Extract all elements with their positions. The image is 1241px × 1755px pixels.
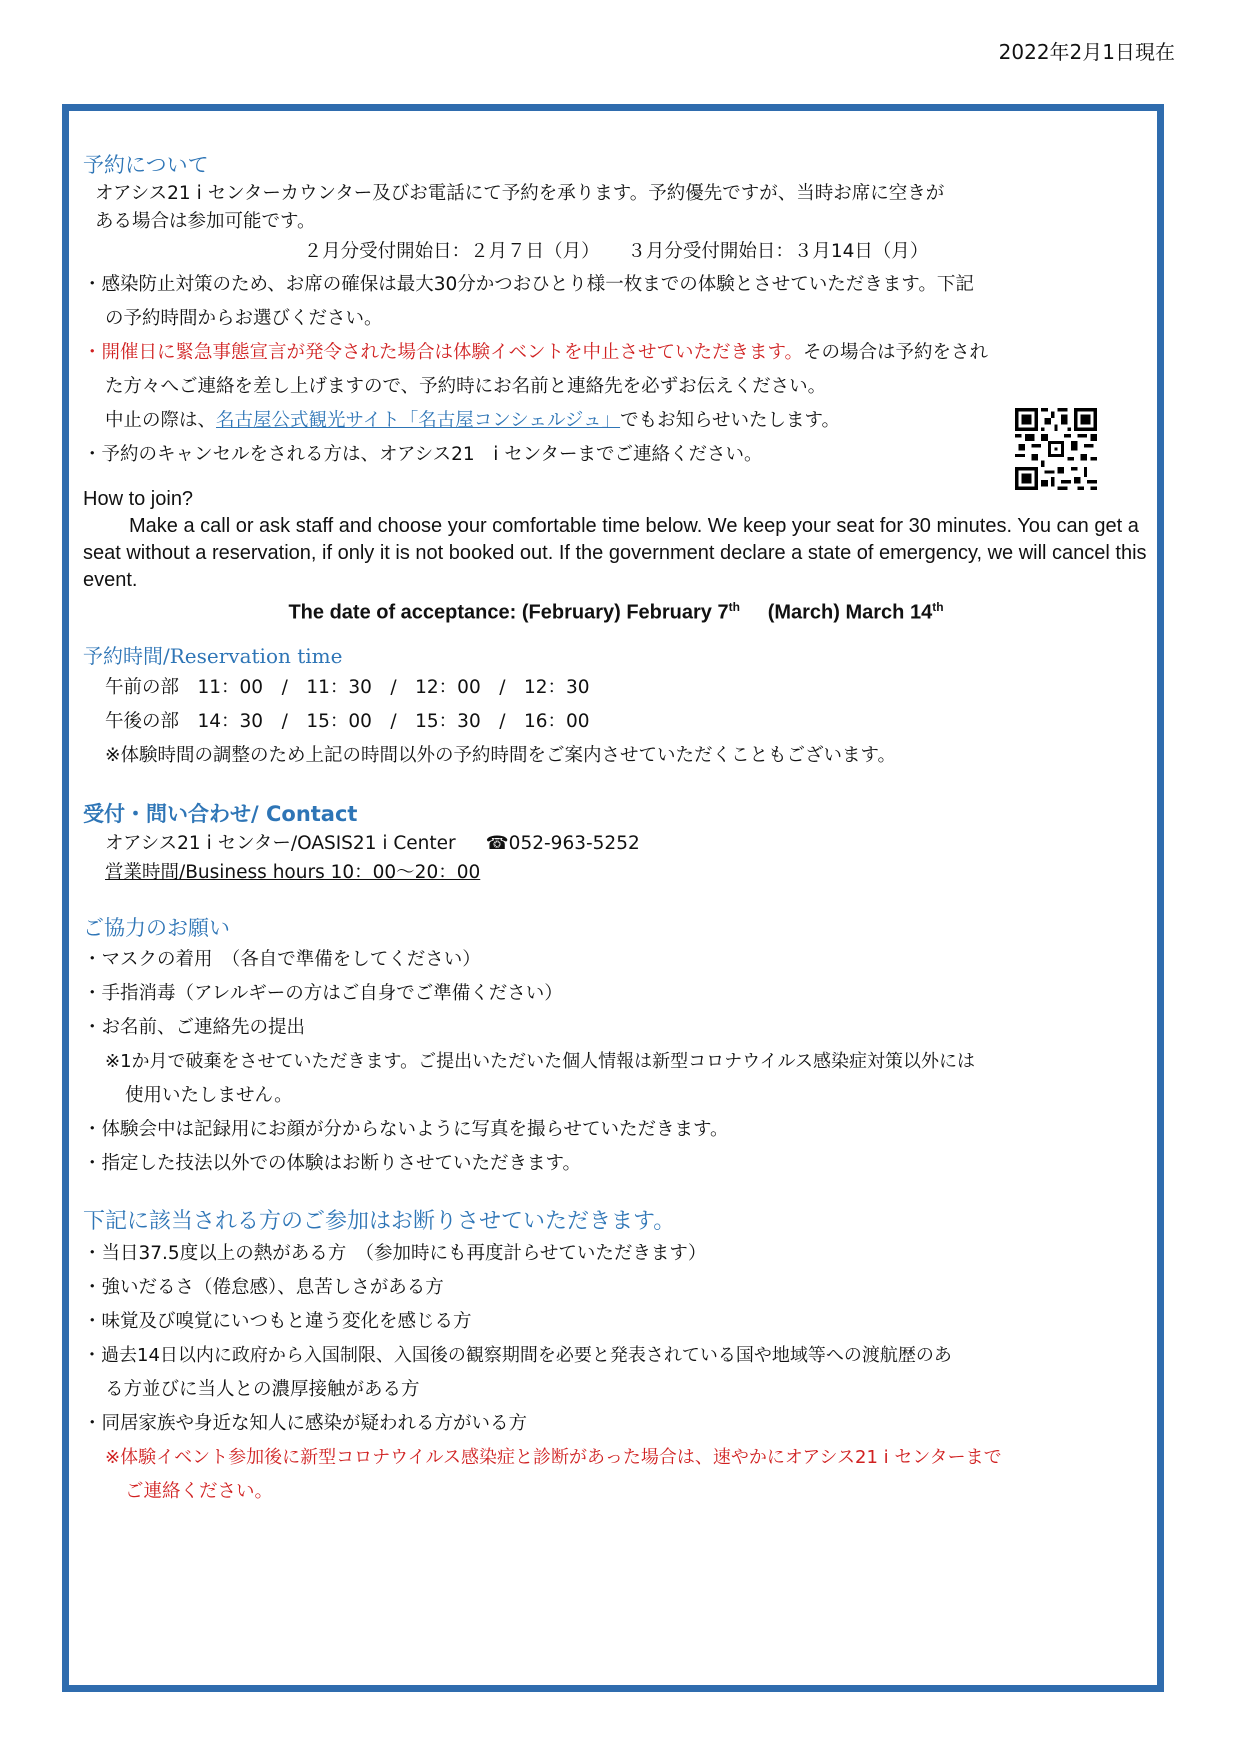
- business-hours: 営業時間/Business hours 10：00～20：00: [105, 861, 481, 883]
- cooperation-heading: ご協力のお願い: [83, 915, 230, 940]
- reservation-heading: 予約について: [83, 153, 209, 177]
- travel-history-1: ・過去14日以内に政府から入国制限、入国後の観察期間を必要と発表されている国や地域等への渡航歴のあ: [83, 1344, 952, 1366]
- emergency-alert: ・開催日に緊急事態宣言が発令された場合は体験イベントを中止させていただきます。: [83, 342, 804, 363]
- acceptance-dates-jp: ２月分受付開始日：２月７日（月） ３月分受付開始日：３月14日（月）: [303, 241, 929, 262]
- times-note: ※体験時間の調整のため上記の時間以外の予約時間をご案内させていただくこともございます。: [105, 744, 897, 766]
- times-heading: 予約時間/Reservation time: [83, 643, 343, 668]
- emergency-rule-2: た方々へご連絡を差し上げますので、予約時にお名前と連絡先を必ずお伝えください。: [105, 376, 827, 397]
- decline-item: ・強いだるさ（倦怠感）、息苦しさがある方: [83, 1276, 444, 1298]
- technique-notice: ・指定した技法以外での体験はお断りさせていただきます。: [83, 1152, 582, 1174]
- notice-content: [83, 150, 1149, 1509]
- decline-heading: 下記に該当される方のご参加はお断りさせていただきます。: [83, 1208, 676, 1234]
- reservation-intro-2: ある場合は参加可能です。: [95, 211, 316, 232]
- english-heading: How to join?: [83, 488, 194, 510]
- contact-center: オアシス21 i センター/OASIS21 i Center ☎052-963-5252: [105, 832, 640, 854]
- family-infection: ・同居家族や身近な知人に感染が疑われる方がいる方: [83, 1412, 528, 1434]
- decline-item: ・当日37.5度以上の熱がある方 （参加時にも再度計らせていただきます）: [83, 1242, 707, 1264]
- cooperation-item: ・マスクの着用 （各自で準備をしてください）: [83, 948, 481, 970]
- english-body: Make a call or ask staff and choose your comfortable time below. We keep your seat for 30 minutes. You can get a seat without a reservation, if only it is not booked out. If the government declare a state of emergency, we will cancel this event.: [83, 515, 1147, 591]
- contact-heading: 受付・問い合わせ/ Contact: [83, 801, 358, 826]
- diagnosis-notice-1: ※体験イベント参加後に新型コロナウイルス感染症と診断があった場合は、速やかにオアシス21 i センターまで: [105, 1446, 1002, 1468]
- english-acceptance: The date of acceptance: (February) February 7th (March) March 14th: [288, 600, 944, 624]
- cooperation-item: ・お名前、ご連絡先の提出: [83, 1016, 306, 1038]
- notice-frame: [62, 104, 1164, 1692]
- decline-item: ・味覚及び嗅覚にいつもと違う変化を感じる方: [83, 1310, 472, 1332]
- cooperation-item: ・手指消毒（アレルギーの方はご自身でご準備ください）: [83, 982, 563, 1004]
- travel-history-2: る方並びに当人との濃厚接触がある方: [105, 1378, 420, 1400]
- qr-code-icon[interactable]: [1015, 408, 1097, 490]
- photo-notice: ・体験会中は記録用にお顔が分からないように写真を撮らせていただきます。: [83, 1118, 729, 1140]
- morning-times: 午前の部 11：00 / 11：30 / 12：00 / 12：30: [105, 676, 590, 698]
- privacy-note-1: ※1か月で破棄をさせていただきます。ご提出いただいた個人情報は新型コロナウイルス感染症対策以外には: [105, 1050, 976, 1072]
- nagoya-concierge-link[interactable]: 名古屋公式観光サイト「名古屋コンシェルジュ」: [216, 410, 621, 431]
- seat-rule-1: ・感染防止対策のため、お席の確保は最大30分かつおひとり様一枚までの体験とさせていただきます。下記: [83, 274, 974, 295]
- cancel-notice: 中止の際は、名古屋公式観光サイト「名古屋コンシェルジュ」でもお知らせいたします。: [105, 410, 841, 431]
- diagnosis-notice-2: ご連絡ください。: [125, 1480, 274, 1502]
- emergency-rule: ・開催日に緊急事態宣言が発令された場合は体験イベントを中止させていただきます。その場合は予約をされ: [83, 342, 989, 363]
- date-stamp: 2022年2月1日現在: [998, 40, 1175, 64]
- afternoon-times: 午後の部 14：30 / 15：00 / 15：30 / 16：00: [105, 710, 590, 732]
- cancel-rule: ・予約のキャンセルをされる方は、オアシス21 i センターまでご連絡ください。: [83, 444, 763, 465]
- reservation-intro-1: オアシス21 i センターカウンター及びお電話にて予約を承ります。予約優先ですが、当時お席に空きが: [95, 183, 945, 204]
- privacy-note-2: 使用いたしません。: [125, 1084, 293, 1106]
- seat-rule-2: の予約時間からお選びください。: [105, 308, 383, 329]
- phone-number[interactable]: ☎052-963-5252: [485, 832, 640, 854]
